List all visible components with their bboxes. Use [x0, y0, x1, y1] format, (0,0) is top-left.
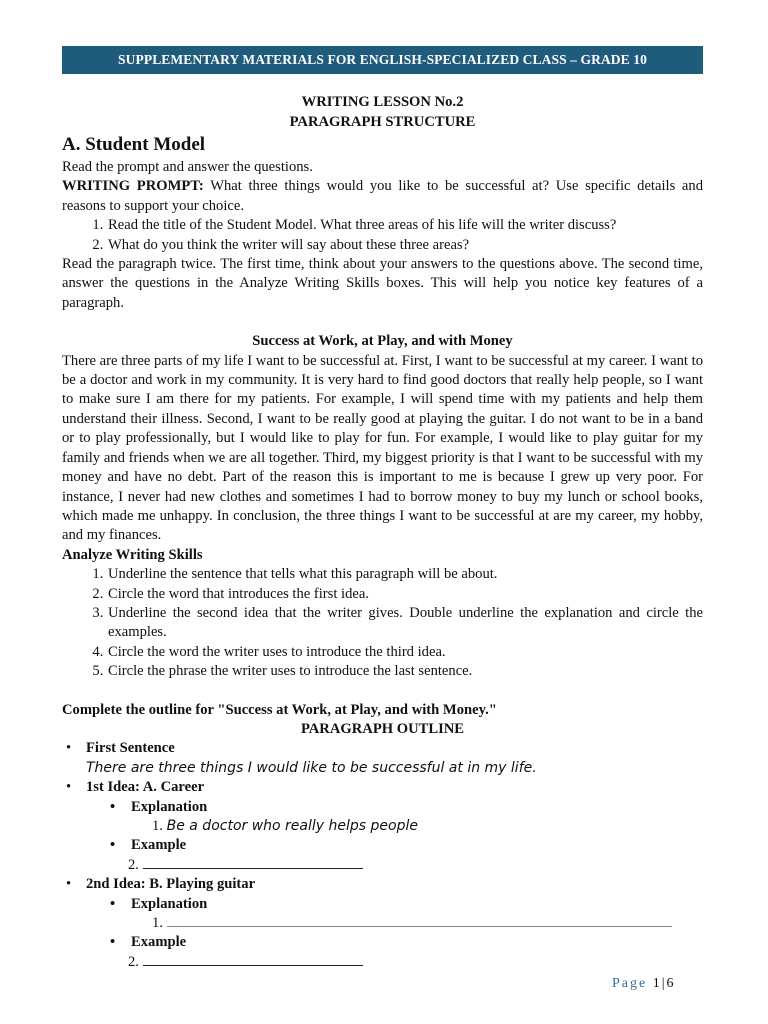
analyze-item: 1. Underline the sentence that tells what this paragraph will be about. — [107, 565, 703, 584]
outline-idea-2 — [86, 875, 703, 894]
page-separator: | — [661, 976, 667, 991]
list-number: 2. — [128, 856, 139, 873]
list-number: 2. — [128, 953, 139, 970]
intro-text: Read the prompt and answer the questions. — [62, 159, 313, 175]
prompt-label: WRITING PROMPT: — [62, 178, 204, 195]
model-title: Success at Work, at Play, and with Money — [252, 333, 513, 350]
idea-1-example — [86, 856, 703, 875]
current-page: 1 — [652, 976, 662, 991]
prompt-text: What three things would you like to be successful at? Use specific details and reasons to support your choice. — [62, 178, 703, 214]
first-sentence-label: • First Sentence — [86, 740, 175, 757]
analyze-heading: Analyze Writing Skills — [62, 546, 203, 563]
lesson-number: WRITING LESSON No.2 — [301, 94, 464, 110]
explanation-label: • Explanation — [86, 895, 703, 914]
page-number — [612, 976, 676, 992]
answer-blank[interactable] — [143, 856, 363, 869]
analyze-item: 4. Circle the word the writer uses to introduce the third idea. — [107, 643, 703, 662]
analyze-item: 2. Circle the word that introduces the first idea. — [107, 585, 703, 604]
question-item: 1. Read the title of the Student Model. What three areas of his life will the writer discuss? — [107, 216, 703, 235]
section-heading: A. Student Model — [62, 134, 206, 155]
explanation-label: • Explanation — [86, 798, 703, 817]
lesson-topic: PARAGRAPH STRUCTURE — [289, 114, 476, 130]
page-word: Page — [612, 976, 648, 991]
example-label: • Example — [86, 933, 703, 952]
answer-blank[interactable] — [143, 953, 363, 966]
paragraph-outline — [62, 739, 703, 972]
analyze-item: 5. Circle the phrase the writer uses to introduce the last sentence. — [107, 662, 703, 681]
outline-first-sentence — [86, 739, 703, 778]
writing-prompt — [62, 177, 703, 216]
idea-1-explanation — [86, 817, 703, 836]
outline-heading: PARAGRAPH OUTLINE — [300, 720, 465, 737]
prompt-questions — [62, 216, 703, 255]
analyze-item: 3. Underline the second idea that the writer gives. Double underline the explanation and circle the examples. — [107, 604, 703, 643]
idea-2-explanation — [86, 914, 703, 933]
idea-2-example — [86, 953, 703, 972]
total-pages: 6 — [666, 976, 676, 991]
explanation-text: Be a doctor who really helps people — [166, 818, 418, 834]
page-content — [62, 92, 703, 972]
analyze-list — [62, 565, 703, 681]
model-paragraph: There are three parts of my life I want to be successful at. First, I want to be successful at my career. I want to be a doctor and work in my community. It is very hard to find good doctors that really help people, so I want to make sure I am there for my patients. For example, I will spend time with my patients and help them understand their illness. Second, I want to be really good at playing the guitar. I do not want to be in a band or to play professionally, but I would like to play for fun. For example, I would like to play guitar for my family and friends when we are all together. Third, my biggest priority is that I want to be successful with my money and have no debt. Part of the reason this is important to me is because I grew up very poor. For instance, I never had new clothes and sometimes I had to borrow money to buy my lunch or school books, which made me unhappy. In conclusion, the three things I want to be successful at are my career, my hobby, and my finances. — [62, 352, 703, 544]
first-sentence-text: There are three things I would like to be successful at in my life. — [86, 759, 537, 776]
reading-instructions: Read the paragraph twice. The first time, think about your answers to the questions above. The second time, answer the questions in the Analyze Writing Skills boxes. This will help you notice key features of a paragraph. — [62, 256, 703, 311]
answer-blank[interactable] — [167, 916, 672, 927]
outline-idea-1 — [86, 778, 703, 797]
list-number: 1. — [152, 818, 163, 834]
idea-1-label: • 1st Idea: A. Career — [86, 779, 205, 796]
list-number: 1. — [152, 915, 163, 932]
example-label: • Example — [86, 836, 703, 855]
idea-2-label: • 2nd Idea: B. Playing guitar — [86, 876, 256, 893]
outline-lead: Complete the outline for "Success at Work, at Play, and with Money." — [62, 701, 497, 718]
question-item: 2. What do you think the writer will say about these three areas? — [107, 236, 703, 255]
header-banner: SUPPLEMENTARY MATERIALS FOR ENGLISH-SPECIALIZED CLASS – GRADE 10 — [62, 46, 703, 74]
